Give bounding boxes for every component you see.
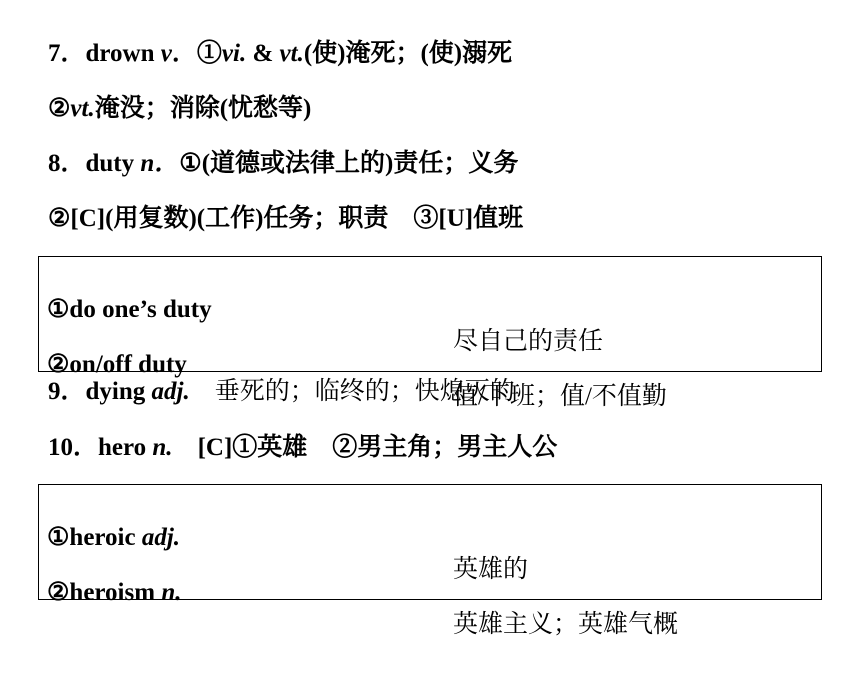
entry-9-line (48, 376, 515, 408)
entry-10-derivative-box (38, 484, 822, 638)
derivative-row (47, 545, 813, 638)
derivative-meaning: 英雄的 (453, 556, 529, 583)
entry-10-definition: [C]①英雄 ②男主角；男主人公 (172, 434, 558, 461)
entry-7-definition-1: (使)淹死；(使)溺死 (303, 40, 513, 67)
entry-8-definition-2: ②[C](用复数)(工作)任务；职责 ③[U]值班 (48, 205, 524, 232)
phrase-term: ①do one’s duty (47, 296, 212, 323)
phrase-meaning: 值/下班；值/不值勤 (453, 383, 667, 410)
entry-7-sense-2-marker: ② (48, 95, 71, 122)
derivative-meaning: 英雄主义；英雄气概 (453, 611, 679, 638)
entry-7-headword: 7．drown (48, 40, 161, 67)
entry-7-definition-2: 淹没；消除(忧愁等) (94, 95, 312, 122)
entry-7-vi: vi. (221, 40, 247, 67)
entry-7-sense-1-marker: ① (196, 40, 222, 67)
entry-7-amp: & (246, 40, 280, 67)
entry-7-line-1 (48, 38, 512, 70)
entry-10-pos: n. (152, 434, 173, 461)
entry-8-line-2 (48, 203, 523, 235)
entry-8-line-1 (48, 148, 518, 180)
derivative-pos: n. (161, 579, 182, 606)
phrase-meaning: 尽自己的责任 (453, 328, 604, 355)
entry-7-vt-2: vt. (70, 95, 95, 122)
entry-8-definition-1: ①(道德或法律上的)责任；义务 (179, 150, 519, 177)
entry-10-headword: 10．hero (48, 434, 153, 461)
derivative-pos: adj. (141, 524, 181, 551)
entry-9-headword: 9．dying (48, 378, 152, 405)
entry-7-pos: v (160, 40, 172, 67)
entry-7-vt: vt. (279, 40, 304, 67)
entry-8-pos: n． (140, 150, 180, 177)
entry-7-dot: ． (171, 40, 197, 67)
entry-9-definition: 垂死的；临终的；快熄灭的 (189, 378, 515, 405)
phrase-row (47, 262, 813, 355)
entry-7-line-2 (48, 93, 311, 125)
derivative-term: ①heroic adj. (47, 524, 181, 551)
derivative-term: ②heroism n. (47, 579, 182, 606)
entry-9-pos: adj. (151, 378, 190, 405)
phrase-term: ②on/off duty (47, 351, 187, 378)
entry-10-line (48, 432, 557, 464)
entry-8-headword: 8．duty (48, 150, 141, 177)
derivative-row (47, 490, 813, 583)
